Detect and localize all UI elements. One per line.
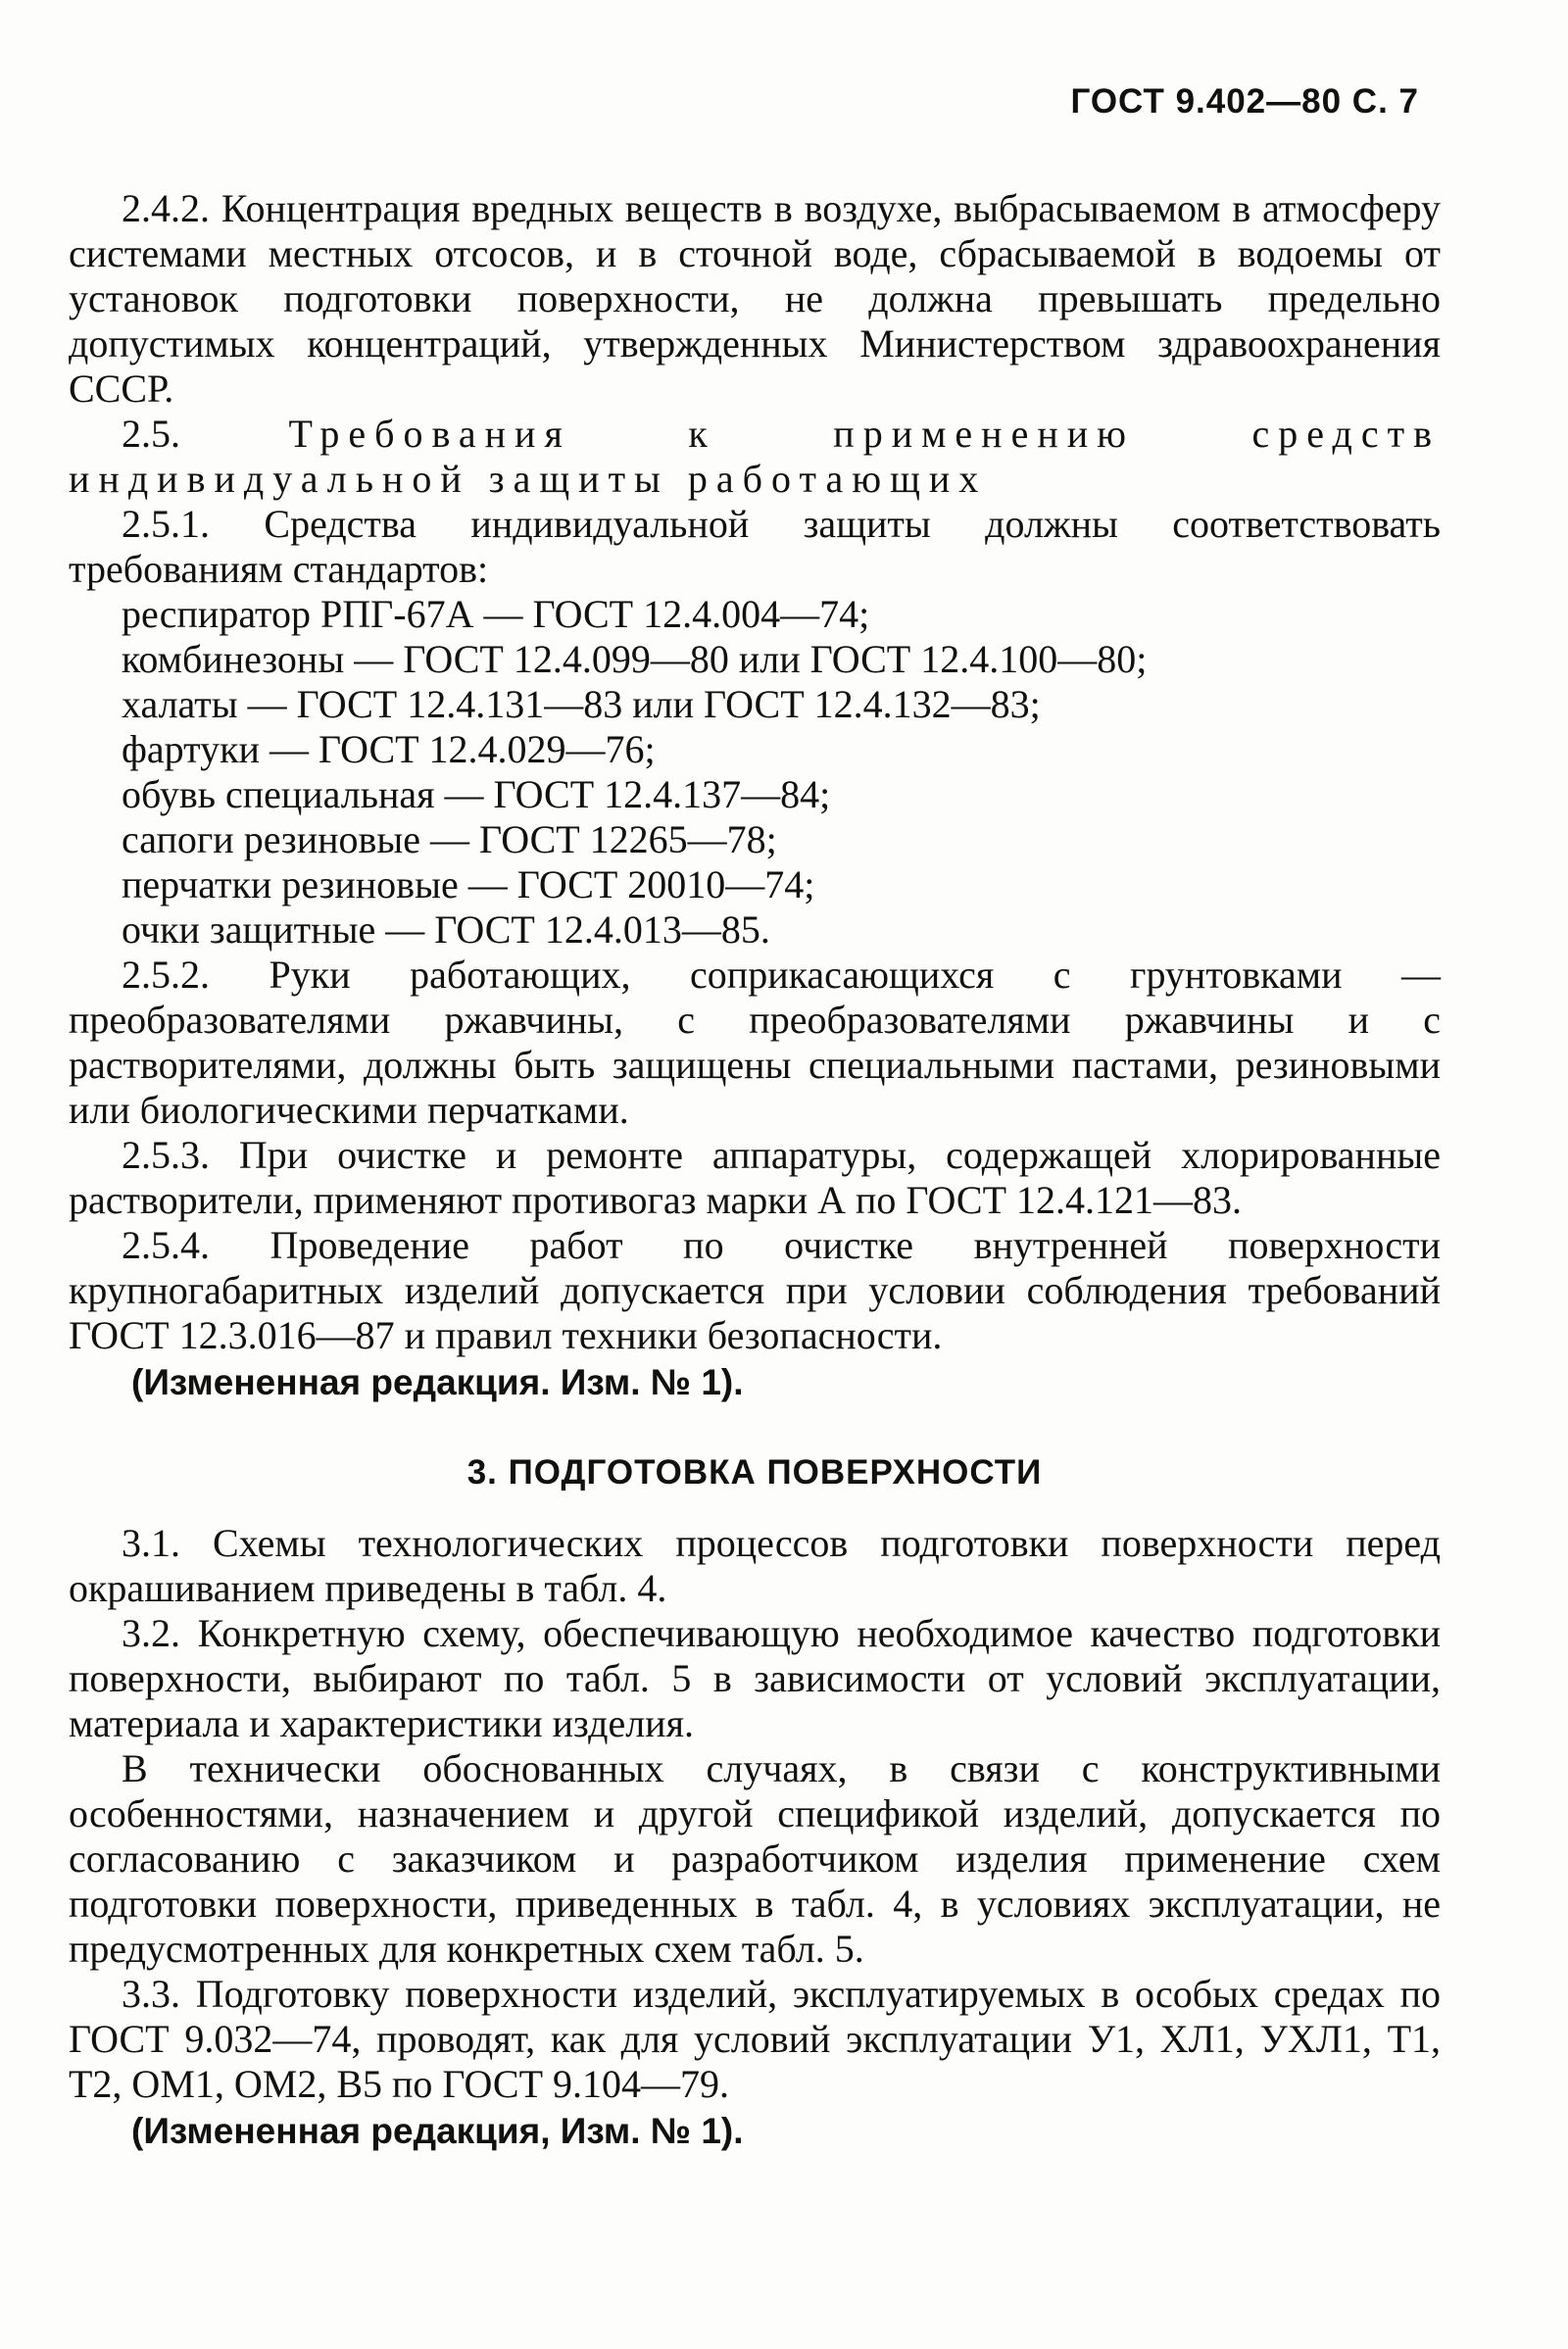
paragraph-3-2-continued: В технически обоснованных случаях, в связи с конструктивными особенностями, назначением и другой спецификой изделий, допускается по согласованию с заказчиком и разработчиком изделия применение схем подготовки поверхности, приведенных в табл. 4, в условиях эксплуатации, не предусмотренных для конкретных схем табл. 5.	[69, 1746, 1441, 1971]
list-item: фартуки — ГОСТ 12.4.029—76;	[122, 727, 656, 771]
paragraph-3-1: 3.1. Схемы технологических процессов подготовки поверхности перед окрашиванием приведены в табл. 4.	[69, 1521, 1441, 1610]
list-item: комбинезоны — ГОСТ 12.4.099—80 или ГОСТ 12.4.100—80;	[122, 637, 1148, 681]
section-3-title: 3. ПОДГОТОВКА ПОВЕРХНОСТИ	[466, 1453, 1043, 1492]
list-item: очки защитные — ГОСТ 12.4.013—85.	[122, 907, 770, 952]
edit-note-2: (Измененная редакция, Изм. № 1).	[131, 2111, 744, 2151]
paragraph-2-5-number: 2.5.	[122, 412, 180, 456]
standards-list	[69, 592, 1441, 953]
paragraph-2-5-2: 2.5.2. Руки работающих, соприкасающихся с грунтовками — преобразователями ржавчины, с преобразователями ржавчины и с растворителями, должны быть защищены специальными пастами, резиновыми или биологическими перчатками.	[69, 953, 1441, 1132]
edit-note: (Измененная редакция. Изм. № 1).	[131, 1362, 744, 1402]
list-item: перчатки резиновые — ГОСТ 20010—74;	[122, 862, 815, 906]
paragraph-2-5-3: 2.5.3. При очистке и ремонте аппаратуры, содержащей хлорированные растворители, применяют противогаз марки А по ГОСТ 12.4.121—83.	[69, 1133, 1441, 1222]
paragraph-2-4-2: 2.4.2. Концентрация вредных веществ в воздухе, выбрасываемом в атмосферу системами местных отсосов, и в сточной воде, сбрасываемой в водоемы от установок подготовки поверхности, не должна превышать предельно допустимых концентраций, утвержденных Министерством здравоохранения СССР.	[69, 186, 1441, 411]
paragraph-3-2: 3.2. Конкретную схему, обеспечивающую необходимое качество подготовки поверхности, выбирают по табл. 5 в зависимости от условий эксплуатации, материала и характеристики изделия.	[69, 1611, 1441, 1745]
list-item: сапоги резиновые — ГОСТ 12265—78;	[122, 817, 777, 861]
paragraph-2-5	[69, 412, 1441, 502]
paragraph-2-5-4: 2.5.4. Проведение работ по очистке внутренней поверхности крупногабаритных изделий допускается при условии соблюдения требований ГОСТ 12.3.016—87 и правил техники безопасности.	[69, 1223, 1441, 1357]
paragraph-2-5-title: Требования к применению средств индивидуальной защиты работающих	[69, 412, 1441, 501]
paragraph-3-3: 3.3. Подготовку поверхности изделий, эксплуатируемых в особых средах по ГОСТ 9.032—74, проводят, как для условий эксплуатации У1, ХЛ1, УХЛ1, Т1, Т2, ОМ1, ОМ2, В5 по ГОСТ 9.104—79.	[69, 1972, 1441, 2106]
page-header: ГОСТ 9.402—80 С. 7	[1070, 82, 1419, 121]
list-item: халаты — ГОСТ 12.4.131—83 или ГОСТ 12.4.132—83;	[122, 682, 1041, 726]
paragraph-2-5-1: 2.5.1. Средства индивидуальной защиты должны соответствовать требованиям стандартов:	[69, 502, 1441, 591]
document-body	[69, 186, 1441, 2154]
list-item: респиратор РПГ-67А — ГОСТ 12.4.004—74;	[122, 592, 870, 636]
list-item: обувь специальная — ГОСТ 12.4.137—84;	[122, 772, 831, 816]
